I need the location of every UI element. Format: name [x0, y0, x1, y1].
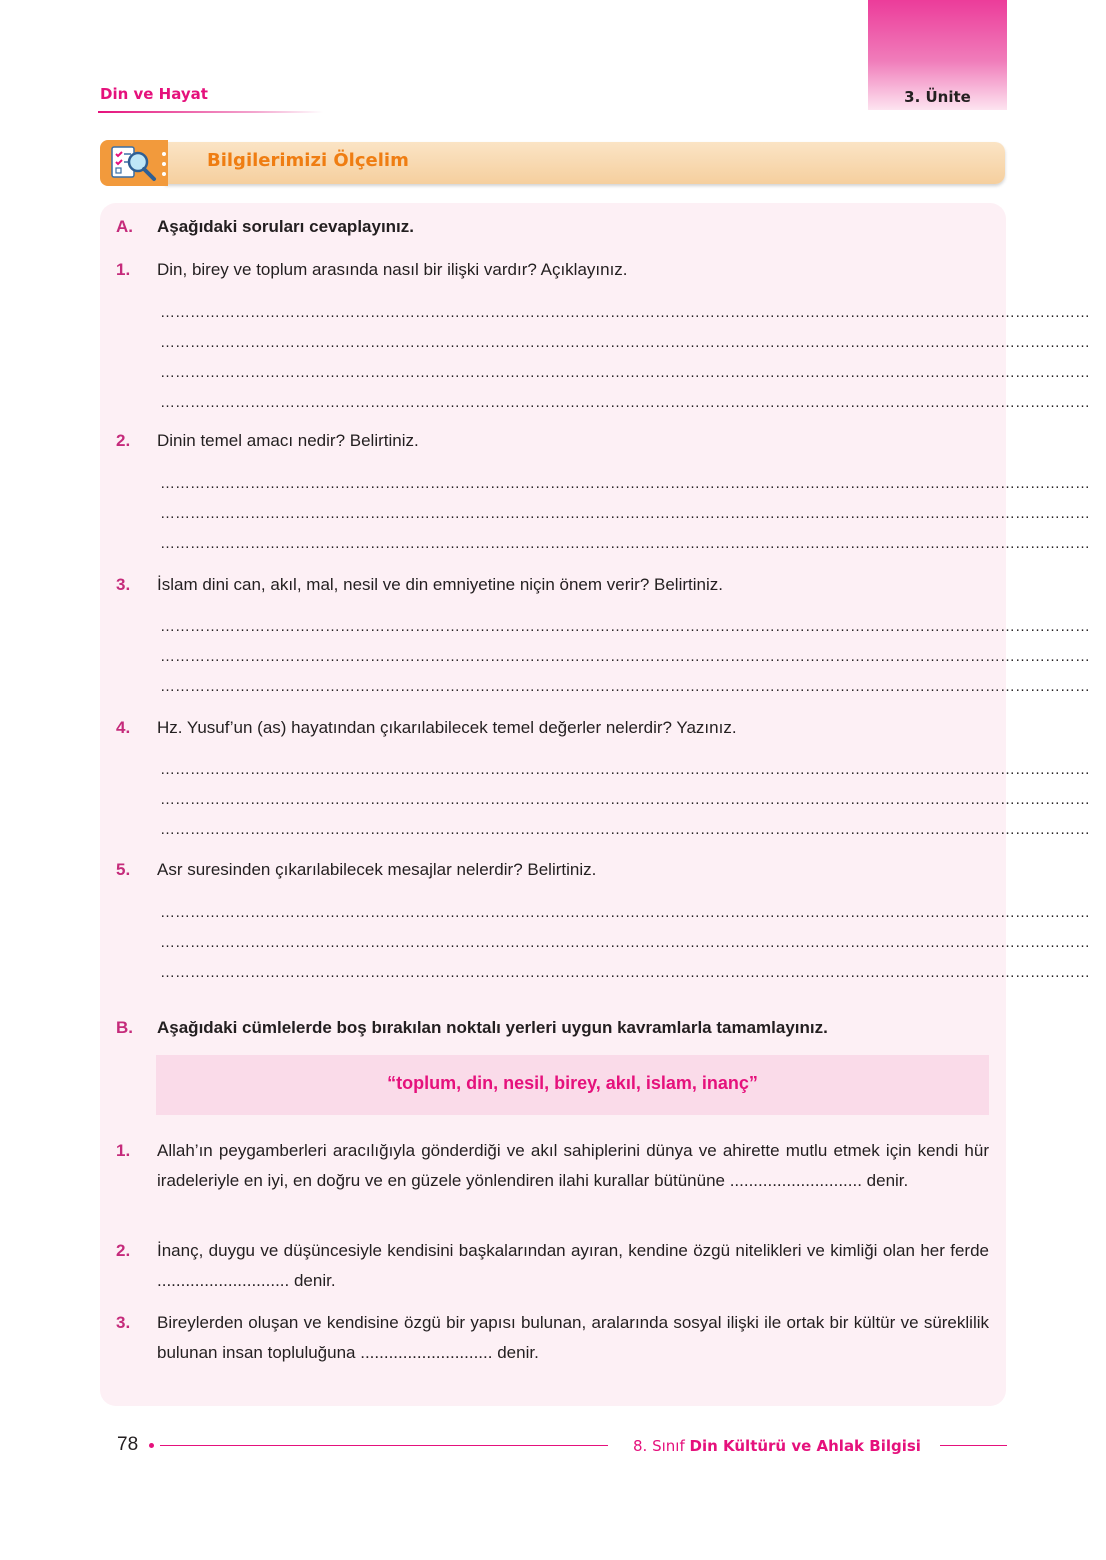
answer-line[interactable]: ……………………………………………………………………………………………………………………………………………………………………: [160, 934, 1090, 951]
part-b-heading: Aşağıdaki cümlelerde boş bırakılan noktalı yerleri uygun kavramlarla tamamlayınız.: [157, 1018, 828, 1037]
footer-bullet: [149, 1443, 154, 1448]
answer-line[interactable]: ……………………………………………………………………………………………………………………………………………………………………: [160, 475, 1090, 492]
fill-blank-text: Bireylerden oluşan ve kendisine özgü bir yapısı bulunan, aralarında sosyal ilişki ile ortak bir kültür ve süreklilik bulunan insan topluluğuna ............................ denir.: [157, 1313, 989, 1362]
question-text: İslam dini can, akıl, mal, nesil ve din emniyetine niçin önem verir? Belirtiniz.: [157, 575, 723, 594]
word-bank: “toplum, din, nesil, birey, akıl, islam, inanç”: [387, 1073, 758, 1093]
answer-line[interactable]: ……………………………………………………………………………………………………………………………………………………………………: [160, 821, 1090, 838]
footer-rule-right: [940, 1445, 1007, 1446]
question-number: 5.: [116, 860, 131, 879]
section-label: Din ve Hayat: [100, 85, 208, 103]
footer-rule: [160, 1445, 608, 1446]
question-number: 3.: [116, 575, 131, 594]
answer-line[interactable]: ……………………………………………………………………………………………………………………………………………………………………: [160, 791, 1090, 808]
quiz-magnifier-icon: [100, 140, 168, 186]
answer-line[interactable]: ……………………………………………………………………………………………………………………………………………………………………: [160, 648, 1090, 665]
fill-blank-text: İnanç, duygu ve düşüncesiyle kendisini başkalarından ayıran, kendine özgü nitelikleri ve kimliği olan her ferde ............................ denir.: [157, 1241, 989, 1290]
answer-line[interactable]: ……………………………………………………………………………………………………………………………………………………………………: [160, 964, 1090, 981]
question-text: Asr suresinden çıkarılabilecek mesajlar nelerdir? Belirtiniz.: [157, 860, 597, 879]
answer-line[interactable]: ……………………………………………………………………………………………………………………………………………………………………: [160, 904, 1090, 921]
answer-line[interactable]: ……………………………………………………………………………………………………………………………………………………………………: [160, 364, 1090, 381]
footer-book-title: [633, 1437, 921, 1455]
question-text: Din, birey ve toplum arasında nasıl bir ilişki vardır? Açıklayınız.: [157, 260, 628, 279]
unit-label: 3. Ünite: [904, 88, 971, 106]
question-text: Dinin temel amacı nedir? Belirtiniz.: [157, 431, 419, 450]
page-number: 78: [117, 1434, 139, 1455]
question-text: Hz. Yusuf’un (as) hayatından çıkarılabilecek temel değerler nelerdir? Yazınız.: [157, 718, 737, 737]
answer-line[interactable]: ……………………………………………………………………………………………………………………………………………………………………: [160, 334, 1090, 351]
answer-line[interactable]: ……………………………………………………………………………………………………………………………………………………………………: [160, 678, 1090, 695]
fill-blank-number: 1.: [116, 1141, 131, 1160]
part-a-letter: A.: [116, 217, 133, 236]
answer-line[interactable]: ……………………………………………………………………………………………………………………………………………………………………: [160, 394, 1090, 411]
question-number: 1.: [116, 260, 131, 279]
question-number: 4.: [116, 718, 131, 737]
answer-line[interactable]: ……………………………………………………………………………………………………………………………………………………………………: [160, 618, 1090, 635]
section-underline: [98, 111, 323, 113]
fill-blank-number: 3.: [116, 1313, 131, 1332]
answer-line[interactable]: ……………………………………………………………………………………………………………………………………………………………………: [160, 535, 1090, 552]
part-a-heading: Aşağıdaki soruları cevaplayınız.: [157, 217, 415, 236]
answer-line[interactable]: ……………………………………………………………………………………………………………………………………………………………………: [160, 505, 1090, 522]
answer-line[interactable]: ……………………………………………………………………………………………………………………………………………………………………: [160, 761, 1090, 778]
answer-line[interactable]: ……………………………………………………………………………………………………………………………………………………………………: [160, 304, 1090, 321]
fill-blank-text: Allah’ın peygamberleri aracılığıyla gönderdiği ve akıl sahiplerini dünya ve ahirette mutlu etmek için kendi hür iradeleriyle en iyi, en doğru ve en güzele yönlendiren ilahi kurallar bütününe ............................ denir.: [157, 1141, 989, 1190]
footer-grade: 8. Sınıf: [633, 1437, 685, 1455]
part-b-letter: B.: [116, 1018, 133, 1037]
banner-title: Bilgilerimizi Ölçelim: [207, 150, 409, 171]
fill-blank-number: 2.: [116, 1241, 131, 1260]
footer-course: Din Kültürü ve Ahlak Bilgisi: [689, 1437, 921, 1455]
question-number: 2.: [116, 431, 131, 450]
